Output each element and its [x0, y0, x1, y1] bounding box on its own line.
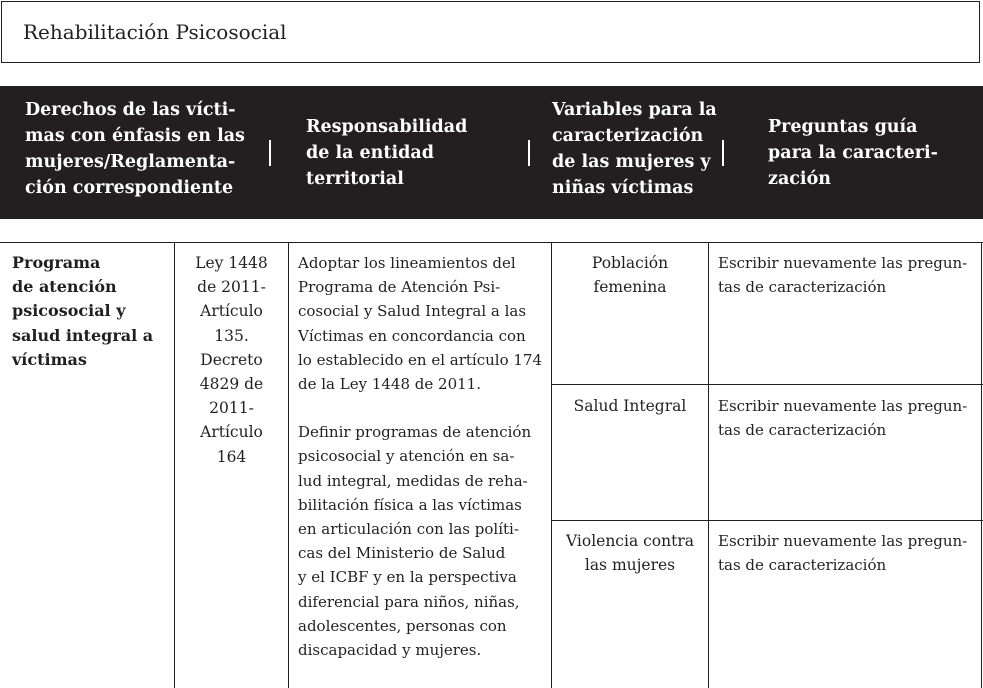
text-line: Salud Integral — [573, 397, 687, 415]
text-line: lo establecido en el artículo 174 — [298, 350, 542, 369]
text-line: 135. — [214, 326, 249, 345]
text-line: de atención — [12, 277, 117, 297]
header-line: mas con énfasis en las — [25, 126, 245, 146]
header-line: ción correspondiente — [25, 178, 234, 198]
text-line: tas de caracterización — [718, 278, 887, 297]
text-line: cosocial y Salud Integral a las — [298, 302, 527, 321]
header-line: para la caracteri- — [768, 143, 938, 163]
header-responsibility — [306, 114, 467, 192]
text-line: Escribir nuevamente las pregun- — [718, 532, 968, 550]
text-line: discapacidad y mujeres. — [298, 641, 482, 660]
text-line: Víctimas en concordancia con — [298, 326, 526, 345]
question-violence — [718, 529, 976, 577]
section-title-box — [1, 1, 980, 63]
text-line: tas de caracterización — [718, 421, 887, 440]
text-line: Programa — [12, 253, 101, 272]
row-rule — [0, 242, 983, 243]
program-name — [12, 251, 153, 372]
column-rule — [708, 242, 709, 688]
header-line: Preguntas guía — [768, 117, 918, 137]
text-line: de la Ley 1448 de 2011. — [298, 375, 481, 394]
row-rule — [551, 384, 983, 385]
variable-health — [552, 394, 708, 418]
text-line: Decreto — [200, 350, 263, 369]
header-line: de la entidad — [306, 143, 434, 163]
responsibility-paragraph-2 — [298, 420, 542, 662]
text-line: femenina — [593, 278, 667, 297]
text-line: cas del Ministerio de Salud — [298, 544, 506, 563]
question-health — [718, 394, 976, 442]
text-line: de 2011- — [197, 278, 266, 297]
column-rule — [551, 242, 552, 688]
text-line: en articulación con las políti- — [298, 520, 519, 539]
text-line: Violencia contra — [565, 532, 694, 550]
header-rights — [25, 97, 245, 201]
regulation-reference — [175, 251, 288, 469]
text-line: Artículo — [200, 302, 263, 321]
text-line: las mujeres — [584, 556, 676, 575]
text-line: salud integral a — [12, 325, 154, 345]
text-line: Programa de Atención Psi- — [298, 278, 501, 297]
text-line: psicosocial y atención en sa- — [298, 447, 515, 466]
header-variables — [552, 97, 717, 201]
header-divider — [269, 140, 271, 166]
table-header — [0, 86, 983, 219]
text-line: Población — [591, 254, 669, 272]
header-line: mujeres/Reglamenta- — [25, 152, 236, 172]
variable-population — [552, 251, 708, 299]
text-line: 164 — [216, 447, 247, 466]
header-questions — [768, 114, 938, 192]
section-title: Rehabilitación Psicosocial — [23, 20, 287, 44]
header-divider — [722, 140, 724, 166]
text-line: víctimas — [12, 349, 87, 369]
column-rule — [288, 242, 289, 688]
row-rule — [551, 520, 983, 521]
header-line: Derechos de las vícti- — [25, 100, 236, 120]
variable-violence — [552, 529, 708, 577]
header-line: Responsabilidad — [306, 117, 468, 137]
header-divider — [528, 140, 530, 166]
header-line: niñas víctimas — [552, 178, 694, 198]
text-line: Escribir nuevamente las pregun- — [718, 254, 968, 272]
header-line: territorial — [306, 169, 404, 189]
header-line: caracterización — [552, 126, 704, 146]
column-rule — [981, 242, 982, 688]
text-line: Adoptar los lineamientos del — [298, 254, 516, 272]
responsibility-text — [298, 251, 542, 662]
text-line: adolescentes, personas con — [298, 616, 507, 635]
text-line: diferencial para niños, niñas, — [298, 592, 520, 611]
text-line: tas de caracterización — [718, 556, 887, 575]
header-line: Variables para la — [552, 100, 717, 120]
text-line: 4829 de — [199, 375, 264, 394]
header-line: de las mujeres y — [552, 152, 711, 172]
header-line: zación — [768, 169, 831, 189]
text-line: Escribir nuevamente las pregun- — [718, 397, 968, 415]
text-line: psicosocial y — [12, 301, 126, 321]
text-line: Ley 1448 — [195, 254, 268, 272]
text-line: 2011- — [209, 399, 254, 418]
table-body — [0, 242, 983, 688]
responsibility-paragraph-1 — [298, 251, 542, 396]
text-line: y el ICBF y en la perspectiva — [298, 568, 517, 587]
text-line: Artículo — [200, 423, 263, 442]
text-line: Definir programas de atención — [298, 423, 532, 442]
text-line: bilitación física a las víctimas — [298, 495, 522, 514]
text-line: lud integral, medidas de reha- — [298, 471, 528, 490]
question-population — [718, 251, 976, 299]
